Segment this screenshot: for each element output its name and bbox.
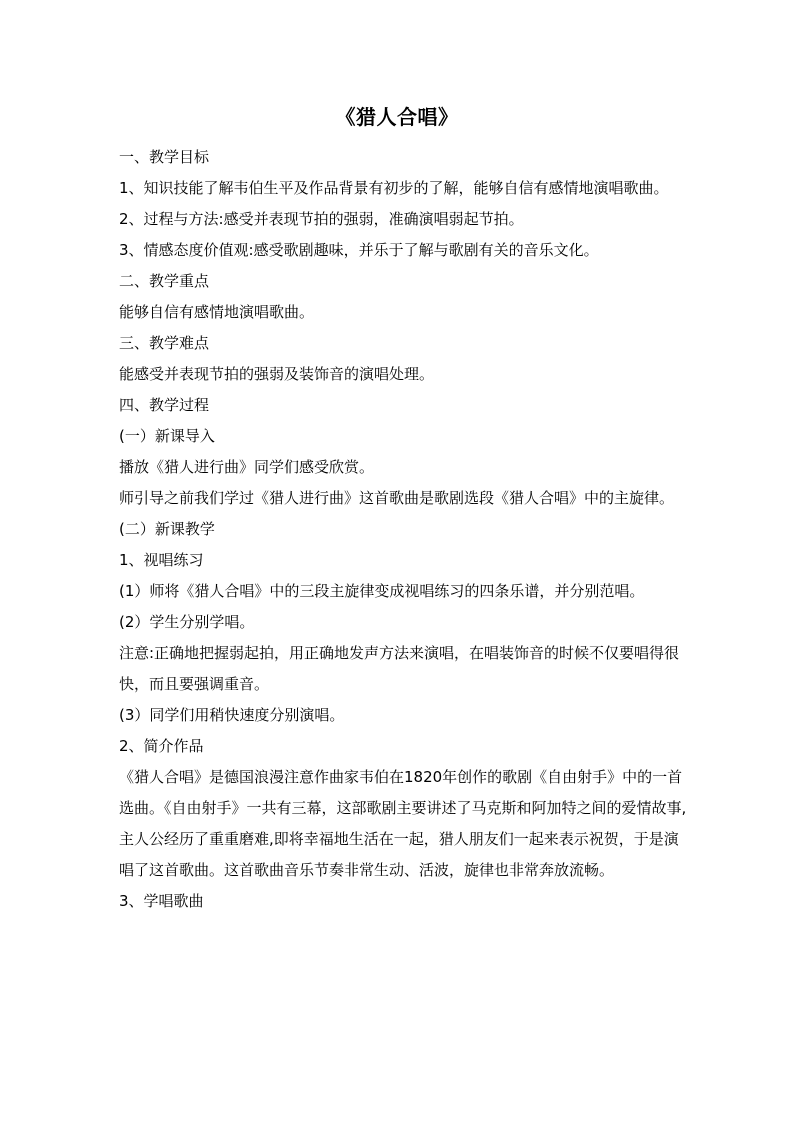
objective-emotion-values: 3、情感态度价值观:感受歌剧趣味，并乐于了解与歌剧有关的音乐文化。: [119, 241, 599, 259]
subheading-new-lesson: (二）新课教学: [119, 520, 215, 538]
introduction-step-2: 师引导之前我们学过《猎人进行曲》这首歌曲是歌剧选段《猎人合唱》中的主旋律。: [119, 489, 675, 507]
objective-knowledge-skills: 1、知识技能了解韦伯生平及作品背景有初步的了解，能够自信有感情地演唱歌曲。: [119, 179, 669, 197]
sight-singing-step-3: (3）同学们用稍快速度分别演唱。: [119, 706, 345, 724]
document-body: [119, 142, 689, 917]
sight-singing-step-1: (1）师将《猎人合唱》中的三段主旋律变成视唱练习的四条乐谱，并分别范唱。: [119, 582, 645, 600]
section-heading-process: 四、教学过程: [119, 396, 210, 414]
introduction-step-1: 播放《猎人进行曲》同学们感受欣赏。: [119, 458, 375, 476]
document-title: 《猎人合唱》: [335, 105, 459, 129]
subheading-introduction: (一）新课导入: [119, 427, 215, 445]
section-heading-key-points: 二、教学重点: [119, 272, 210, 290]
heading-learn-song: 3、学唱歌曲: [119, 892, 204, 910]
section-heading-objectives: 一、教学目标: [119, 148, 210, 166]
section-heading-difficulties: 三、教学难点: [119, 334, 210, 352]
key-point-text: 能够自信有感情地演唱歌曲。: [119, 303, 315, 321]
work-introduction-text: 《猎人合唱》是德国浪漫注意作曲家韦伯在1820年创作的歌剧《自由射手》中的一首选曲。《自由射手》一共有三幕，这部歌剧主要讲述了马克斯和阿加特之间的爱情故事,主人公经历了重重磨难,即将幸福地生活在一起，猎人朋友们一起来表示祝贺，于是演唱了这首歌曲。这首歌曲音乐节奏非常生动、活波，旋律也非常奔放流畅。: [119, 768, 687, 879]
heading-sight-singing: 1、视唱练习: [119, 551, 204, 569]
difficulty-text: 能感受并表现节拍的强弱及装饰音的演唱处理。: [119, 365, 435, 383]
sight-singing-note: 注意:正确地把握弱起拍，用正确地发声方法来演唱，在唱装饰音的时候不仅要唱得很快，而且要强调重音。: [119, 644, 680, 693]
objective-process-method: 2、过程与方法:感受并表现节拍的强弱，准确演唱弱起节拍。: [119, 210, 524, 228]
heading-work-introduction: 2、简介作品: [119, 737, 204, 755]
sight-singing-step-2: (2）学生分别学唱。: [119, 613, 255, 631]
